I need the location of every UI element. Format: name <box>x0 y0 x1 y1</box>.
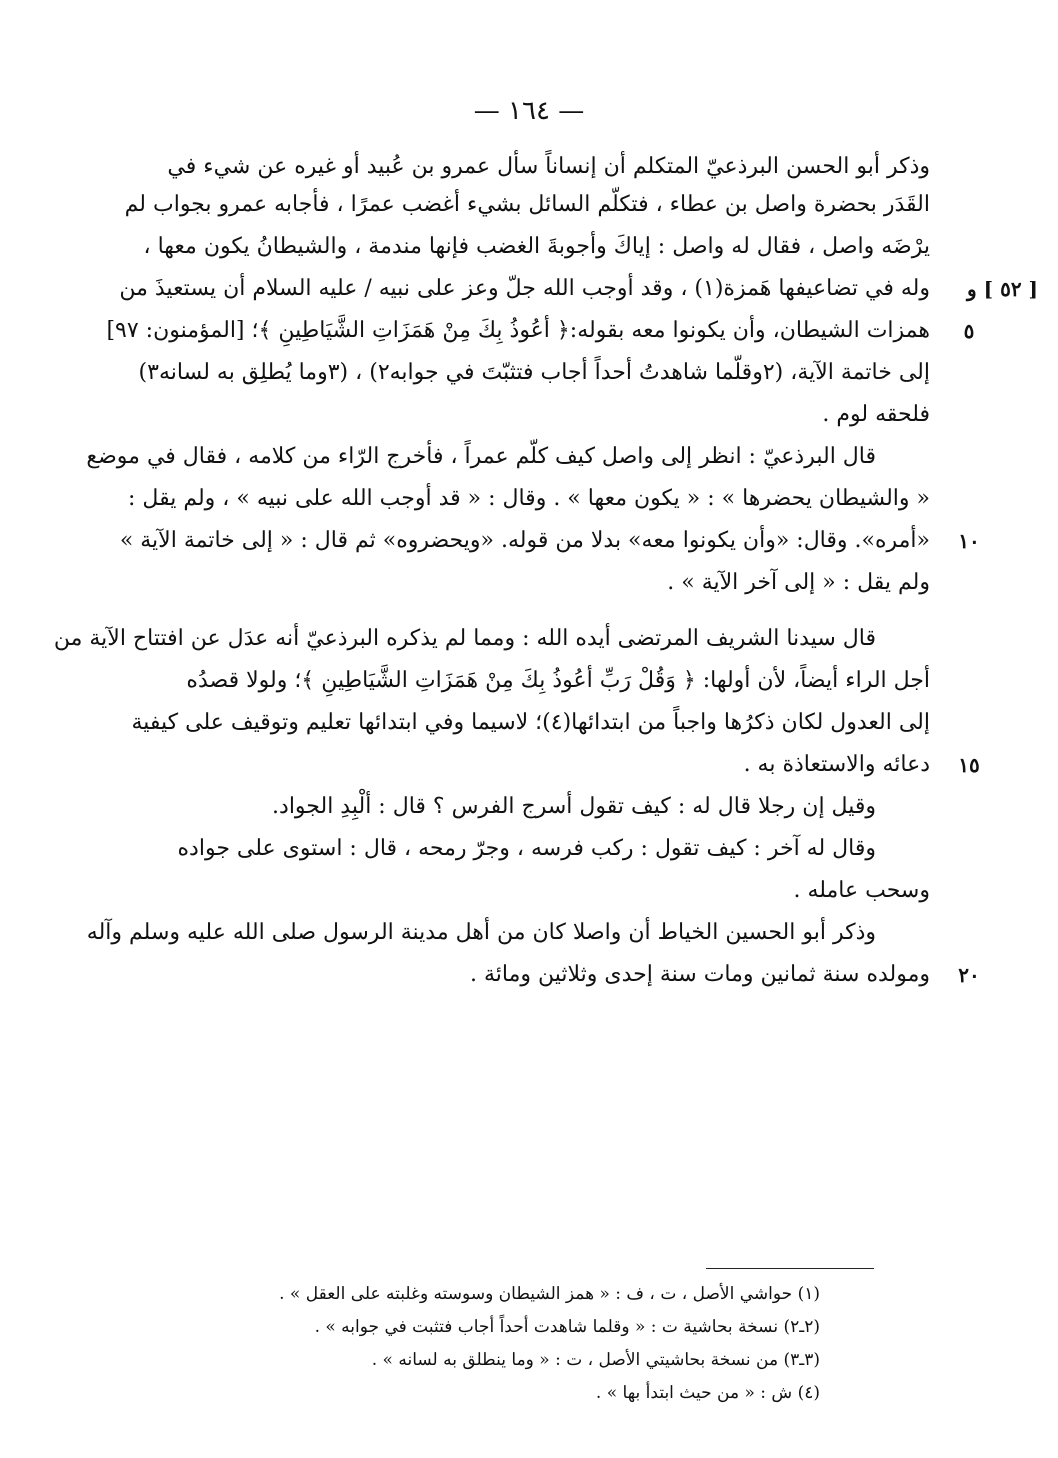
text-line <box>90 150 930 184</box>
line-number: ٢٠ <box>958 963 980 987</box>
text-line <box>53 618 930 660</box>
text-line <box>90 310 975 352</box>
text-line <box>90 520 980 562</box>
line-text: همزات الشيطان، وأن يكونوا معه بقوله:﴿ أعُوذُ بِكَ مِنْ هَمَزَاتِ الشَّيَاطِينِ ﴾؛ [المؤمنون: ٩٧] <box>106 318 930 343</box>
line-text: «أمره». وقال: «وأن يكونوا معه» بدلا من قوله. «ويحضروه» ثم قال : « إلى خاتمة الآية » <box>119 528 930 553</box>
line-text: قال سيدنا الشريف المرتضى أيده الله : ومما لم يذكره البرذعيّ أنه عدَل عن افتتاح الآية من <box>53 626 876 651</box>
text-line <box>90 226 930 268</box>
footnote: (٤) ش : « من حيث ابتدأ بها » . <box>595 1383 820 1403</box>
footnote-divider <box>706 1268 874 1269</box>
line-text: إلى خاتمة الآية، (٢وقلّما شاهدتُ أحداً أجاب فتثبّتَ في جوابه٢) ، (٣وما يُطلِق به لسانه٣) <box>138 360 930 385</box>
line-text: القَدَر بحضرة واصل بن عطاء ، فتكلّم السائل بشيء أغضب عمرًا ، فأجابه عمرو بجواب لم <box>124 192 930 217</box>
line-number: ٥ <box>963 319 975 343</box>
margin-folio-reference: [ ٥٢ ] و <box>967 277 1038 301</box>
line-text: وذكر أبو الحسن البرذعيّ المتكلم أن إنساناً سأل عمرو بن عُبيد أو غيره عن شيء في <box>167 154 930 179</box>
text-line <box>90 954 980 996</box>
page-number: — ١٦٤ — <box>473 96 585 126</box>
line-number: ١٠ <box>958 529 980 553</box>
line-text: قال البرذعيّ : انظر إلى واصل كيف كلّم عمراً ، فأخرج الرّاء من كلامه ، فقال في موضع <box>86 444 876 469</box>
line-text: « والشيطان يحضرها » : « يكون معها » . وقال : « قد أوجب الله على نبيه » ، ولم يقل : <box>128 486 930 511</box>
text-line <box>90 660 930 702</box>
text-line <box>90 828 930 870</box>
text-line <box>90 184 930 226</box>
line-text: وذكر أبو الحسين الخياط أن واصلا كان من أهل مدينة الرسول صلى الله عليه وسلم وآله <box>86 920 876 945</box>
text-line <box>90 268 1038 310</box>
text-line <box>90 562 930 604</box>
text-line <box>90 352 930 394</box>
text-line <box>86 436 930 478</box>
line-text: أجل الراء أيضاً، لأن أولها: ﴿ وَقُلْ رَبِّ أعُوذُ بِكَ مِنْ هَمَزَاتِ الشَّيَاطِينِ ﴾؛ ولولا قصدُه <box>186 668 930 693</box>
line-text: وله في تضاعيفها هَمزة(١) ، وقد أوجب الله جلّ وعز على نبيه / عليه السلام أن يستعيذَ من <box>119 276 930 301</box>
footnote: (١) حواشي الأصل ، ت ، ف : « همز الشيطان وسوسته وغلبته على العقل » . <box>279 1284 820 1304</box>
line-text: ومولده سنة ثمانين ومات سنة إحدى وثلاثين ومائة . <box>470 962 930 987</box>
text-line <box>90 744 980 786</box>
line-text: وقيل إن رجلا قال له : كيف تقول أسرج الفرس ؟ قال : ألْبِدِ الجواد. <box>272 794 876 819</box>
line-text: إلى العدول لكان ذكرُها واجباً من ابتدائها(٤)؛ لاسيما وفي ابتدائها تعليم وتوقيف على كيفية <box>131 710 930 735</box>
line-text: دعائه والاستعاذة به . <box>743 752 930 777</box>
text-line <box>86 912 930 954</box>
line-text: يرْضَه واصل ، فقال له واصل : إياكَ وأجوبةَ الغضب فإنها مندمة ، والشيطانُ يكون معها ، <box>143 234 930 259</box>
footnote: (٣ـ٣) من نسخة بحاشيتي الأصل ، ت : « وما ينطلق به لسانه » . <box>371 1350 820 1370</box>
text-line <box>90 478 930 520</box>
line-text: فلحقه لوم . <box>822 402 930 427</box>
footnotes <box>90 1278 820 1410</box>
line-number: ١٥ <box>958 753 980 777</box>
line-text: وسحب عامله . <box>793 878 930 903</box>
line-text: وقال له آخر : كيف تقول : ركب فرسه ، وجرّ رمحه ، قال : استوى على جواده <box>177 836 876 861</box>
text-line <box>90 702 930 744</box>
text-line <box>90 394 930 436</box>
body-text <box>53 150 1038 996</box>
text-line <box>90 870 930 912</box>
line-text: ولم يقل : « إلى آخر الآية » . <box>667 570 930 595</box>
footnote: (٢ـ٢) نسخة بحاشية ت : « وقلما شاهدت أحداً أجاب فتثبت في جوابه » . <box>314 1317 820 1337</box>
text-line <box>90 786 930 828</box>
